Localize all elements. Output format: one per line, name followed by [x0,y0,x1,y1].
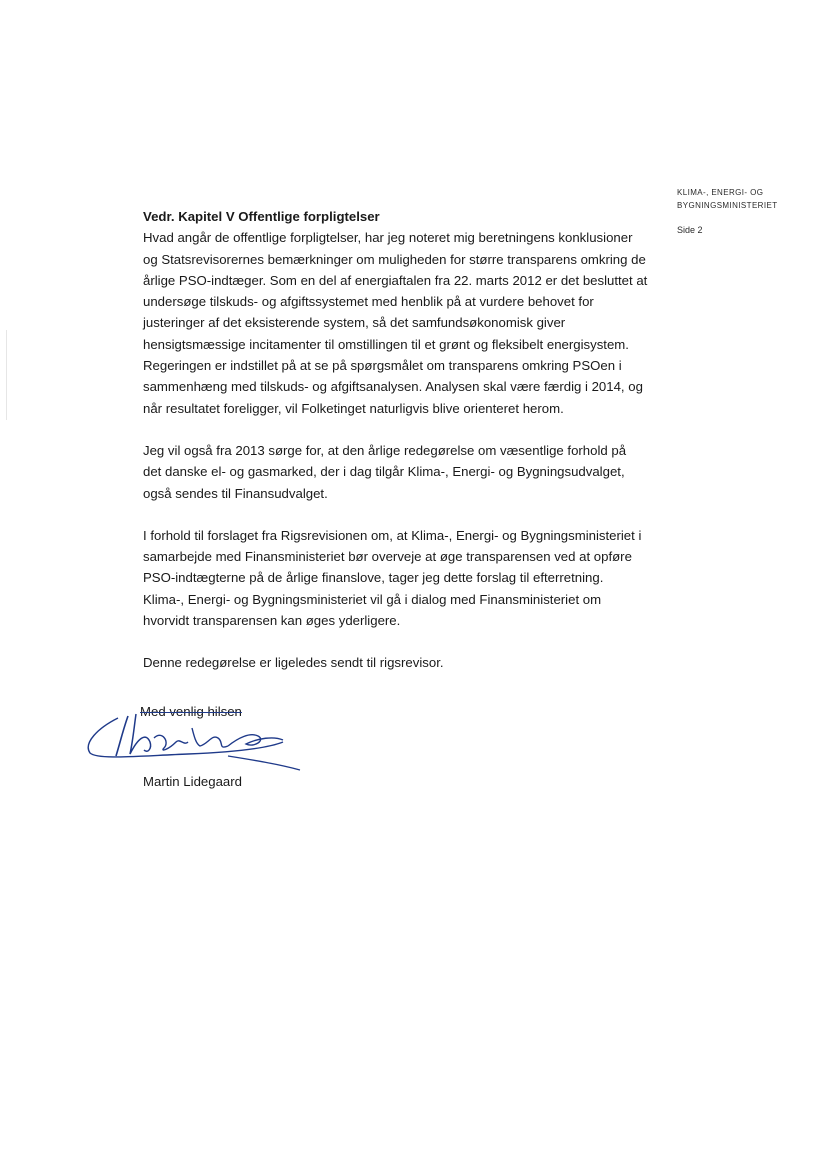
ministry-name-line-1: KLIMA-, ENERGI- OG [677,188,764,197]
signer-name: Martin Lidegaard [143,774,242,789]
closing-greeting: Med venlig hilsen [140,704,242,719]
paragraph-3: I forhold til forslaget fra Rigsrevisionen om, at Klima-, Energi- og Bygningsministeriet i samarbejde med Finansministeriet bør overveje at øge transparensen ved at opføre PSO-indtægterne på de årlige finanslove, tager jeg dette forslag til efterretning. Klima-, Energi- og Bygningsministeriet vil gå i dialog med Finansministeriet om hvorvidt transparensen kan øges yderligere. [143,527,642,629]
section-heading: Vedr. Kapitel V Offentlige forpligtelser [143,209,380,224]
paragraph-4: Denne redegørelse er ligeledes sendt til rigsrevisor. [143,655,444,671]
paragraph-2: Jeg vil også fra 2013 sørge for, at den årlige redegørelse om væsentlige forhold på det danske el- og gasmarked, der i dag tilgår Klima-, Energi- og Bygningsudvalget, også sendes til Finansudvalget. [143,442,627,501]
ministry-name-line-2: BYGNINGSMINISTERIET [677,201,778,210]
paragraph-1: Hvad angår de offentlige forpligtelser, har jeg noteret mig beretningens konklusioner og Statsrevisorernes bemærkninger om muligheden for større transparens omkring de årlige PSO-indtæger. Som en del af energiaftalen fra 22. marts 2012 er det besluttet at undersøge tilskuds- og afgiftssystemet med henblik på at vurdere behovet for justeringer af det eksisterende system, så det samfundsøkonomisk giver hensigtsmæssige incitamenter til omstillingen til et grønt og fleksibelt energisystem. Regeringen er indstillet på at se på spørgsmålet om transparens omkring PSOen i sammenhæng med tilskuds- og afgiftsanalysen. Analysen skal være færdig i 2014, og når resultatet foreligger, vil Folketinget naturligvis blive orienteret herom. [143,230,648,416]
ministry-name [677,186,778,212]
signature-block [78,698,318,808]
handwritten-signature [78,698,318,778]
page-number: Side 2 [677,225,703,235]
scan-edge-mark [6,330,7,420]
letter-body [143,206,648,674]
